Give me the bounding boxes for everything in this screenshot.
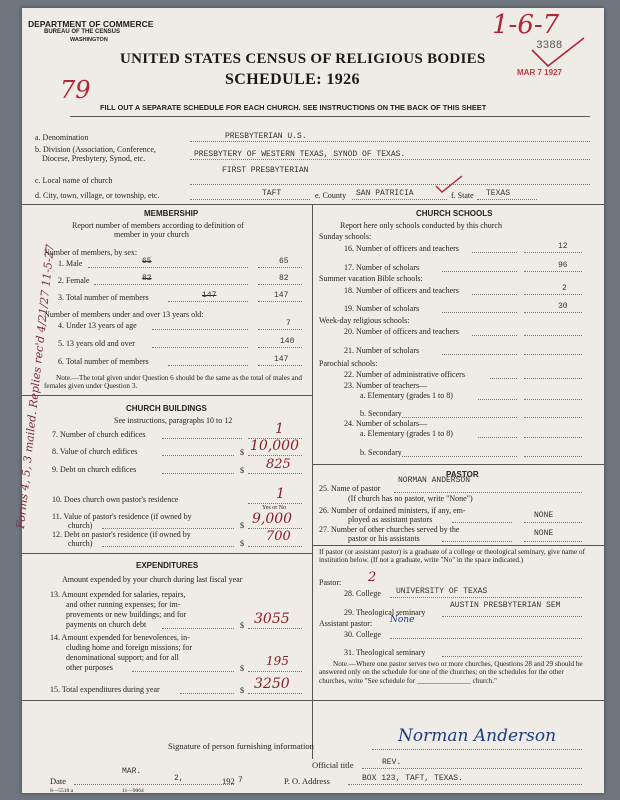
local-name-value: FIRST PRESBYTERIAN bbox=[222, 166, 309, 175]
q13-line-3: provements or new buildings; and for bbox=[66, 610, 187, 619]
q12-currency: $ bbox=[240, 539, 244, 548]
q27-label-2: pastor or his assistants bbox=[348, 534, 420, 543]
pastor-note: Note.—Where one pastor serves two or more churches, Questions 28 and 29 should be answered only on the schedule for one of the churches; on the schedules for the other churches, write "See schedule for _______________ church." bbox=[319, 660, 583, 685]
q13-line-2: and other running expenses; for im- bbox=[66, 600, 181, 609]
city-value: TAFT bbox=[262, 189, 282, 198]
q9-currency: $ bbox=[240, 466, 244, 475]
q25-value: NORMAN ANDERSON bbox=[398, 476, 471, 485]
q28-value: UNIVERSITY OF TEXAS bbox=[396, 587, 488, 596]
q14-line-1: 14. Amount expended for benevolences, in- bbox=[50, 633, 190, 642]
q28-margin-mark: 2 bbox=[368, 570, 377, 585]
date-label: Date bbox=[50, 776, 67, 786]
q9-label: 9. Debt on church edifices bbox=[52, 465, 137, 474]
bureau-label: BUREAU OF THE CENSUS bbox=[44, 29, 121, 35]
q3-original: 147 bbox=[202, 291, 217, 300]
schools-title: CHURCH SCHOOLS bbox=[416, 209, 493, 218]
expenditures-sub: Amount expended by your church during last fiscal year bbox=[62, 575, 243, 584]
signature-label: Signature of person furnishing information bbox=[168, 741, 314, 751]
handwritten-number: 79 bbox=[60, 76, 91, 104]
q14-value: 195 bbox=[266, 654, 289, 668]
department-label: DEPARTMENT OF COMMERCE bbox=[28, 19, 154, 29]
q14-currency: $ bbox=[240, 664, 244, 673]
q1-original: 65 bbox=[142, 257, 152, 266]
q2-label: 2. Female bbox=[58, 276, 90, 285]
q5-value: 140 bbox=[280, 337, 295, 346]
q18-value: 2 bbox=[562, 284, 567, 293]
denomination-label: a. Denomination bbox=[35, 133, 89, 142]
po-address-value: BOX 123, TAFT, TEXAS. bbox=[362, 774, 463, 783]
q17-value: 96 bbox=[558, 261, 568, 270]
q29-label: 29. Theological seminary bbox=[344, 608, 426, 617]
q5-label: 5. 13 years old and over bbox=[58, 339, 135, 348]
schedule-title: SCHEDULE: 1926 bbox=[225, 71, 360, 88]
membership-sub-2: member in your church bbox=[114, 230, 189, 239]
q24b-label: b. Secondary bbox=[360, 448, 402, 457]
q4-label: 4. Under 13 years of age bbox=[58, 321, 137, 330]
buildings-sub: See instructions, paragraphs 10 to 12 bbox=[114, 416, 233, 425]
po-address-label: P. O. Address bbox=[284, 776, 330, 786]
yes-no-hint: Yes or No bbox=[262, 505, 287, 511]
q12-value: 700 bbox=[266, 529, 291, 544]
parochial-header: Parochial schools: bbox=[319, 359, 378, 368]
q3-value: 147 bbox=[274, 291, 289, 300]
q16-label: 16. Number of officers and teachers bbox=[344, 244, 459, 253]
summer-header: Summer vacation Bible schools: bbox=[319, 274, 423, 283]
q13-line-4: payments on church debt bbox=[66, 620, 147, 629]
q26-value: NONE bbox=[534, 511, 554, 520]
county-check-mark bbox=[434, 174, 464, 194]
form-title: UNITED STATES CENSUS OF RELIGIOUS BODIES bbox=[120, 51, 486, 67]
q21-label: 21. Number of scholars bbox=[344, 346, 420, 355]
q14-line-4: other purposes bbox=[66, 663, 113, 672]
membership-title: MEMBERSHIP bbox=[144, 209, 199, 218]
state-value: TEXAS bbox=[486, 189, 511, 198]
graduate-instructions: If pastor (or assistant pastor) is a graduate of a college or theological seminary, give name of institution below. (If not a graduate, write "No" in the space indicated.) bbox=[319, 548, 585, 565]
q31-label: 31. Theological seminary bbox=[344, 648, 426, 657]
q12-label-1: 12. Debt on pastor's residence (if owned by bbox=[52, 530, 191, 539]
buildings-title: CHURCH BUILDINGS bbox=[126, 404, 207, 413]
print-number: 11—9064 bbox=[122, 788, 144, 794]
q20-label: 20. Number of officers and teachers bbox=[344, 327, 459, 336]
q18-label: 18. Number of officers and teachers bbox=[344, 286, 459, 295]
q14-line-2: cluding home and foreign missions; for bbox=[66, 643, 192, 652]
division-label-2: Diocese, Presbytery, Synod, etc. bbox=[42, 154, 146, 163]
date-year-prefix: 192 bbox=[222, 776, 235, 786]
q25-label: 25. Name of pastor bbox=[319, 484, 381, 493]
division-label-1: b. Division (Association, Conference, bbox=[35, 145, 156, 154]
local-name-label: c. Local name of church bbox=[35, 176, 113, 185]
q26-label-2: ployed as assistant pastors bbox=[348, 515, 433, 524]
instruction-line: FILL OUT A SEPARATE SCHEDULE FOR EACH CHURCH. SEE INSTRUCTIONS ON THE BACK OF THIS SHEET bbox=[100, 103, 487, 112]
schools-sub: Report here only schools conducted by this church bbox=[340, 221, 502, 230]
q6-label: 6. Total number of members bbox=[58, 357, 149, 366]
weekday-header: Week-day religious schools: bbox=[319, 316, 410, 325]
q1-label: 1. Male bbox=[58, 259, 83, 268]
official-title-value: REV. bbox=[382, 758, 402, 767]
q22-label: 22. Number of administrative officers bbox=[344, 370, 465, 379]
q7-label: 7. Number of church edifices bbox=[52, 430, 146, 439]
q23a-label: a. Elementary (grades 1 to 8) bbox=[360, 391, 453, 400]
q3-label: 3. Total number of members bbox=[58, 293, 149, 302]
q11-currency: $ bbox=[240, 521, 244, 530]
sunday-header: Sunday schools: bbox=[319, 232, 372, 241]
q24a-label: a. Elementary (grades 1 to 8) bbox=[360, 429, 453, 438]
q27-label-1: 27. Number of other churches served by the bbox=[319, 525, 460, 534]
q9-value: 825 bbox=[266, 457, 291, 472]
q10-value: 1 bbox=[276, 486, 285, 502]
q15-value: 3250 bbox=[254, 676, 290, 692]
date-day: 2, bbox=[174, 774, 184, 783]
pastor-title: PASTOR bbox=[446, 470, 479, 479]
q28-label: 28. College bbox=[344, 589, 381, 598]
pastor-subheader: Pastor: bbox=[319, 578, 342, 587]
city-field-label: d. City, town, village, or township, etc. bbox=[35, 191, 160, 200]
denomination-value: PRESBYTERIAN U.S. bbox=[225, 132, 307, 141]
q4-value: 7 bbox=[286, 319, 291, 328]
red-check-mark bbox=[528, 36, 588, 76]
official-title-label: Official title bbox=[312, 760, 354, 770]
expenditures-title: EXPENDITURES bbox=[136, 561, 199, 570]
signature-value: Norman Anderson bbox=[398, 726, 557, 746]
county-value: SAN PATRICIA bbox=[356, 189, 414, 198]
sex-header: Number of members, by sex: bbox=[44, 248, 138, 257]
q2-original: 82 bbox=[142, 274, 152, 283]
q13-value: 3055 bbox=[254, 611, 290, 627]
q11-label-1: 11. Value of pastor's residence (if owned by bbox=[52, 512, 192, 521]
q6-value: 147 bbox=[274, 355, 289, 364]
q16-value: 12 bbox=[558, 242, 568, 251]
q23-label: 23. Number of teachers— bbox=[344, 381, 428, 390]
state-label: f. State bbox=[451, 191, 474, 200]
q25-hint: (If church has no pastor, write "None") bbox=[348, 494, 473, 503]
q29-value: AUSTIN PRESBYTERIAN SEM bbox=[450, 601, 561, 610]
q11-label-2: church) bbox=[68, 521, 93, 530]
q19-label: 19. Number of scholars bbox=[344, 304, 420, 313]
q27-value: NONE bbox=[534, 529, 554, 538]
city-label: WASHINGTON bbox=[70, 37, 108, 43]
age-header: Number of members under and over 13 years old: bbox=[44, 310, 204, 319]
handwritten-date: 1-6-7 bbox=[492, 10, 560, 40]
received-stamp: MAR 7 1927 bbox=[517, 68, 562, 77]
q13-currency: $ bbox=[240, 621, 244, 630]
q26-label-1: 26. Number of ordained ministers, if any, em- bbox=[319, 506, 466, 515]
membership-note: Note.—The total given under Question 6 should be the same as the total of males and females given under Question 3. bbox=[44, 374, 302, 391]
q2-value: 82 bbox=[279, 274, 289, 283]
membership-sub-1: Report number of members according to definition of bbox=[72, 221, 244, 230]
serial-number: 3388 bbox=[536, 40, 563, 52]
date-year-suffix: 7 bbox=[238, 776, 243, 785]
q8-value: 10,000 bbox=[250, 438, 299, 454]
q17-label: 17. Number of scholars bbox=[344, 263, 420, 272]
q19-value: 30 bbox=[558, 302, 568, 311]
q14-line-3: denominational support; and for all bbox=[66, 653, 179, 662]
q1-value: 65 bbox=[279, 257, 289, 266]
date-month: MAR. bbox=[122, 767, 142, 776]
census-form-sheet bbox=[14, 8, 604, 794]
q15-label: 15. Total expenditures during year bbox=[50, 685, 160, 694]
q23b-label: b. Secondary bbox=[360, 409, 402, 418]
q30-label: 30. College bbox=[344, 630, 381, 639]
assistant-value: None bbox=[390, 615, 415, 625]
q12-label-2: church) bbox=[68, 539, 93, 548]
county-label: e. County bbox=[315, 191, 347, 200]
q8-label: 8. Value of church edifices bbox=[52, 447, 138, 456]
form-number: 8—5518 a bbox=[50, 788, 74, 794]
q24-label: 24. Number of scholars— bbox=[344, 419, 428, 428]
q15-currency: $ bbox=[240, 686, 244, 695]
q8-currency: $ bbox=[240, 448, 244, 457]
q11-value: 9,000 bbox=[252, 511, 293, 527]
q7-value: 1 bbox=[275, 421, 284, 437]
division-value: PRESBYTERY OF WESTERN TEXAS, SYNOD OF TEXAS. bbox=[194, 150, 406, 159]
assistant-subheader: Assistant pastor: bbox=[319, 619, 373, 628]
q10-label: 10. Does church own pastor's residence bbox=[52, 495, 179, 504]
margin-handwritten-note: Forms 4, 5, 3 mailed. Replies rec'd 4/21/27 11-5-27 bbox=[14, 243, 57, 530]
q13-line-1: 13. Amount expended for salaries, repairs, bbox=[50, 590, 186, 599]
